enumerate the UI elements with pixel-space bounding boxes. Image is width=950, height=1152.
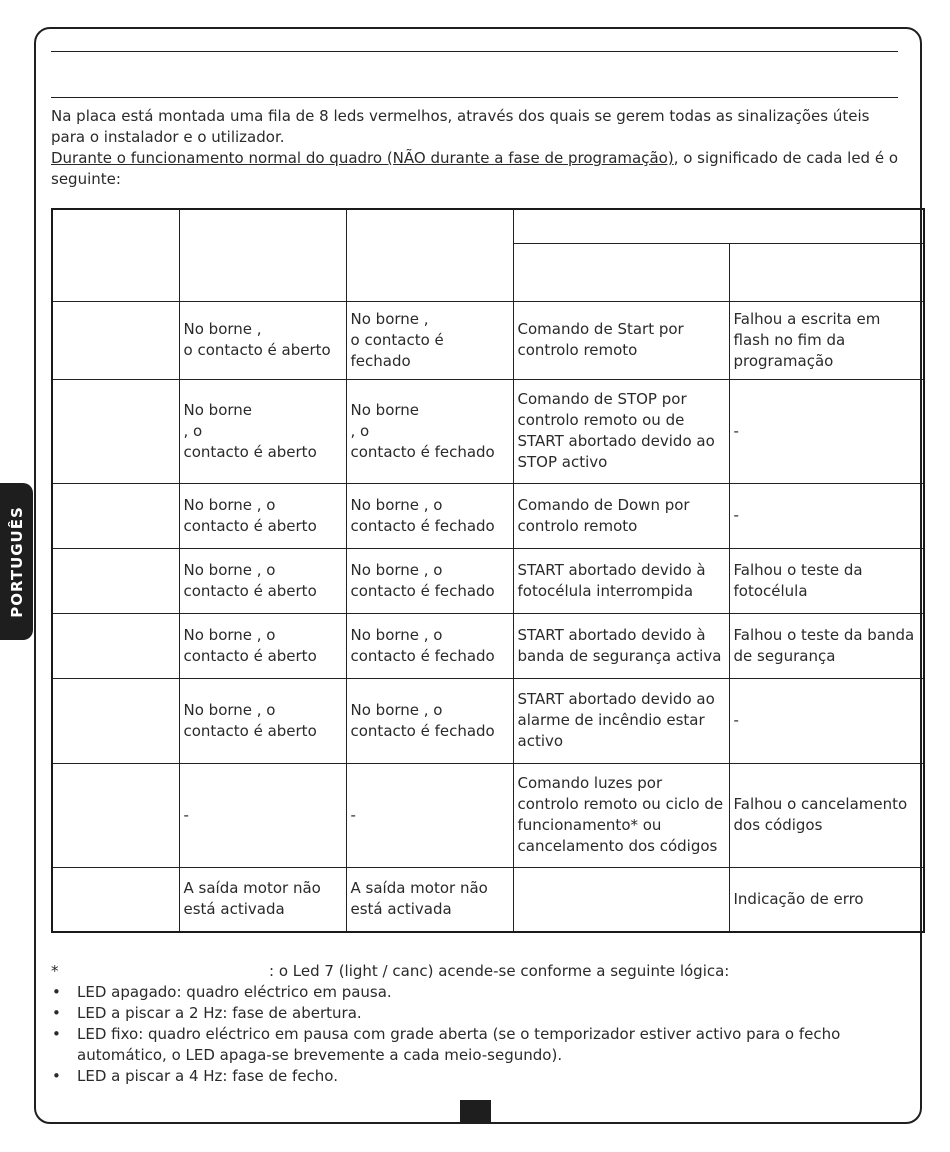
- led-cell: [52, 483, 179, 548]
- led-on-cell: No borne , o contacto é fechado: [346, 548, 513, 613]
- footnotes: [51, 961, 901, 1087]
- intro-paragraph-2: [51, 148, 901, 190]
- header-cell-led-off: [179, 209, 346, 301]
- led-on-cell: -: [346, 763, 513, 867]
- footnote-star-line: [51, 961, 901, 982]
- led-off-cell: A saída motor não está activada: [179, 867, 346, 932]
- led-off-cell: No borne , o contacto é aberto: [179, 379, 346, 483]
- led-on-cell: No borne , o contacto é fechado: [346, 483, 513, 548]
- language-label: PORTUGUÊS: [7, 505, 26, 618]
- blink-fast-cell: Falhou o cancelamento dos códigos: [729, 763, 924, 867]
- language-side-tab: [0, 483, 33, 640]
- blink-slow-cell: Comando de Down por controlo remoto: [513, 483, 729, 548]
- led-on-cell: No borne , o contacto é fechado: [346, 379, 513, 483]
- table-row: [52, 548, 924, 613]
- led-on-cell: No borne , o contacto é fechado: [346, 301, 513, 379]
- intro-text: [51, 106, 901, 190]
- blink-slow-cell: START abortado devido à fotocélula interrompida: [513, 548, 729, 613]
- footnote-list: [51, 982, 901, 1087]
- list-item: • LED a piscar a 4 Hz: fase de fecho.: [51, 1066, 901, 1087]
- list-item: • LED apagado: quadro eléctrico em pausa.: [51, 982, 901, 1003]
- blink-slow-cell: START abortado devido ao alarme de incêndio estar activo: [513, 678, 729, 763]
- led-cell: [52, 301, 179, 379]
- led-cell: [52, 613, 179, 678]
- blink-fast-cell: Indicação de erro: [729, 867, 924, 932]
- led-cell: [52, 867, 179, 932]
- blink-fast-cell: -: [729, 678, 924, 763]
- led-on-cell: No borne , o contacto é fechado: [346, 613, 513, 678]
- blink-slow-cell: [513, 867, 729, 932]
- table-row: [52, 483, 924, 548]
- blink-fast-cell: -: [729, 483, 924, 548]
- blink-fast-cell: Falhou o teste da fotocélula: [729, 548, 924, 613]
- led-cell: [52, 678, 179, 763]
- led-off-cell: No borne , o contacto é aberto: [179, 301, 346, 379]
- table-row: [52, 763, 924, 867]
- table-row: [52, 301, 924, 379]
- header-cell-blinking: [513, 209, 924, 243]
- led-off-cell: -: [179, 763, 346, 867]
- led-cell: [52, 763, 179, 867]
- led-off-cell: No borne , o contacto é aberto: [179, 678, 346, 763]
- header-rule-bottom: [51, 97, 898, 98]
- table-row: [52, 678, 924, 763]
- led-off-cell: No borne , o contacto é aberto: [179, 483, 346, 548]
- footnote-marker: *: [51, 962, 59, 980]
- led-off-cell: No borne , o contacto é aberto: [179, 548, 346, 613]
- blink-fast-cell: Falhou a escrita em flash no fim da programação: [729, 301, 924, 379]
- table-header-row: [52, 209, 924, 243]
- blink-fast-cell: Falhou o teste da banda de segurança: [729, 613, 924, 678]
- header-cell-led-on: [346, 209, 513, 301]
- list-item: • LED a piscar a 2 Hz: fase de abertura.: [51, 1003, 901, 1024]
- page-number-box: [460, 1100, 491, 1124]
- led-table: [51, 208, 925, 933]
- footnote-text: : o Led 7 (light / canc) acende-se conforme a seguinte lógica:: [269, 962, 730, 980]
- header-cell-led: [52, 209, 179, 301]
- blink-slow-cell: START abortado devido à banda de segurança activa: [513, 613, 729, 678]
- table-row: [52, 379, 924, 483]
- intro-rest-text: , o significado de cada led é o seguinte:: [51, 149, 899, 188]
- led-cell: [52, 379, 179, 483]
- intro-underlined-text: Durante o funcionamento normal do quadro (NÃO durante a fase de programação): [51, 149, 674, 167]
- blink-slow-cell: Comando luzes por controlo remoto ou ciclo de funcionamento* ou cancelamento dos códigos: [513, 763, 729, 867]
- table-row: [52, 613, 924, 678]
- subheader-cell-slow: [513, 243, 729, 301]
- led-on-cell: No borne , o contacto é fechado: [346, 678, 513, 763]
- header-rule-top: [51, 51, 898, 52]
- blink-slow-cell: Comando de STOP por controlo remoto ou de START abortado devido ao STOP activo: [513, 379, 729, 483]
- led-off-cell: No borne , o contacto é aberto: [179, 613, 346, 678]
- list-item: • LED fixo: quadro eléctrico em pausa com grade aberta (se o temporizador estiver activo para o fecho automático, o LED apaga-se brevemente a cada meio-segundo).: [51, 1024, 901, 1066]
- led-cell: [52, 548, 179, 613]
- blink-fast-cell: -: [729, 379, 924, 483]
- intro-paragraph-1: Na placa está montada uma fila de 8 leds vermelhos, através dos quais se gerem todas as sinalizações úteis para o instalador e o utilizador.: [51, 107, 870, 146]
- led-on-cell: A saída motor não está activada: [346, 867, 513, 932]
- subheader-cell-fast: [729, 243, 924, 301]
- blink-slow-cell: Comando de Start por controlo remoto: [513, 301, 729, 379]
- table-row: [52, 867, 924, 932]
- table-body: [52, 301, 924, 932]
